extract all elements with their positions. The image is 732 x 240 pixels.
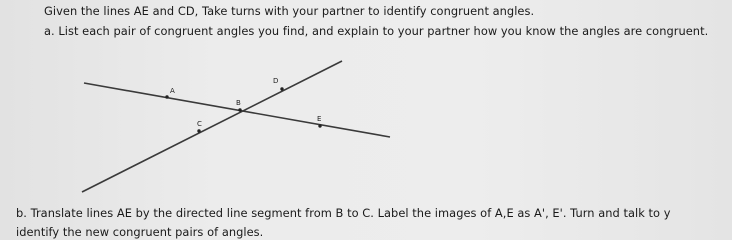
point-d [280,87,283,90]
label-a: A [170,87,175,95]
label-b: B [236,99,241,107]
part-a-instruction: a. List each pair of congruent angles you find, and explain to your partner how you know the angles are congruent. [44,24,709,38]
part-b-instruction: b. Translate lines AE by the directed line segment from B to C. Label the images of A,E as A', E'. Turn and talk to y [16,206,671,220]
label-c: C [197,120,202,128]
point-b [238,108,241,111]
point-c [197,129,200,132]
line-cd [82,61,342,192]
point-e [318,124,321,127]
label-e: E [317,115,322,123]
line-ae [84,83,390,137]
part-b-instruction-continued: identify the new congruent pairs of angles. [16,225,264,239]
point-a [165,95,168,98]
problem-title: Given the lines AE and CD, Take turns with your partner to identify congruent angles. [44,4,535,18]
label-d: D [273,77,279,85]
